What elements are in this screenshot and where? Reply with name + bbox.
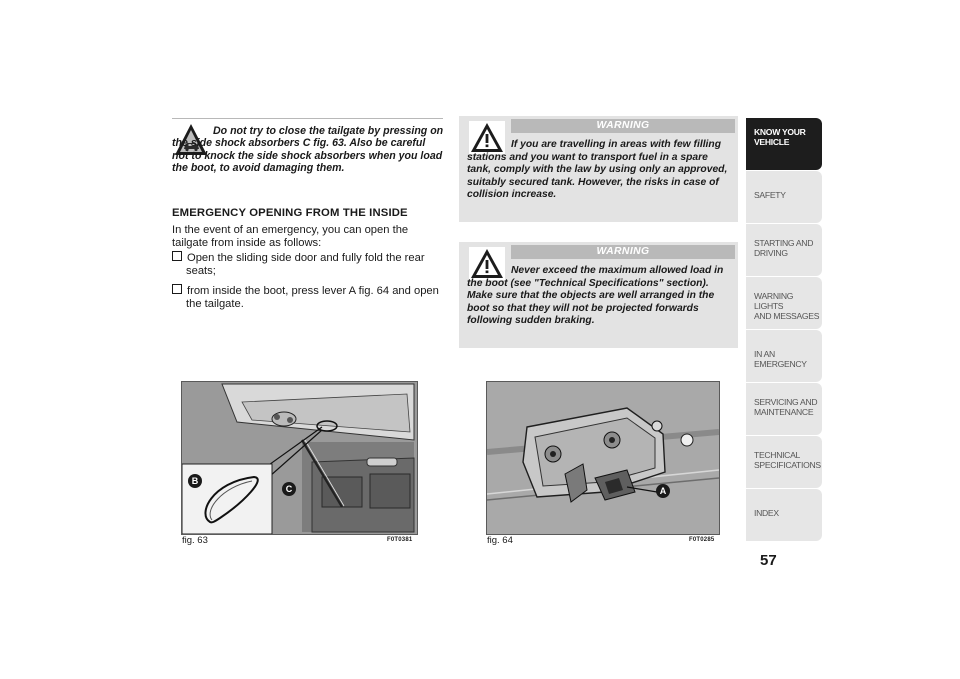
- tab-warning-lights[interactable]: WARNING LIGHTS AND MESSAGES: [746, 277, 822, 329]
- checkbox-bullet-icon: [172, 251, 182, 261]
- tab-index[interactable]: INDEX: [746, 489, 822, 541]
- callout-label-c: C: [282, 482, 296, 496]
- tab-in-an-emergency[interactable]: IN AN EMERGENCY: [746, 330, 822, 382]
- section-heading: EMERGENCY OPENING FROM THE INSIDE: [172, 207, 408, 219]
- tab-starting-and-driving[interactable]: STARTING AND DRIVING: [746, 224, 822, 276]
- bullet-item: [172, 251, 444, 279]
- tab-technical-specifications[interactable]: TECHNICAL SPECIFICATIONS: [746, 436, 822, 488]
- caution-divider: [172, 118, 443, 119]
- bullet-text: from inside the boot, press lever A fig. 64 and open the tailgate.: [186, 285, 439, 311]
- bullet-item: [172, 284, 444, 312]
- tab-servicing-and-maintenance[interactable]: SERVICING AND MAINTENANCE: [746, 383, 822, 435]
- checkbox-bullet-icon: [172, 284, 182, 294]
- caution-text: Do not try to close the tailgate by pressing on the side shock absorbers C fig. 63. Also be careful not to knock the side shock absorbers when you load the boot, to avoid damaging them.: [172, 125, 444, 175]
- figure-code: F0T0285: [689, 537, 715, 543]
- bullet-text: Open the sliding side door and fully fold the rear seats;: [186, 252, 425, 278]
- figure-63-image: [181, 381, 418, 535]
- warning-text: Never exceed the maximum allowed load in the boot (see "Technical Specifications" section). Make sure that the objects are well arranged in the boot so that they will not be projected forwards following sudden braking.: [467, 265, 724, 327]
- callout-label-a: A: [656, 484, 670, 498]
- warning-title: WARNING: [511, 245, 735, 259]
- warning-text: If you are travelling in areas with few filling stations and you want to transport fuel in a spare tank, comply with the law by using only an approved, suitably secured tank. However, the risks in case of collision increase.: [467, 139, 728, 201]
- page-number: 57: [760, 552, 777, 569]
- figure-64-image: [486, 381, 720, 535]
- tab-safety[interactable]: SAFETY: [746, 171, 822, 223]
- callout-label-b: B: [188, 474, 202, 488]
- figure-caption: fig. 64: [487, 535, 513, 546]
- figure-code: F0T0381: [387, 537, 413, 543]
- warning-title: WARNING: [511, 119, 735, 133]
- figure-caption: fig. 63: [182, 535, 208, 546]
- tab-know-your-vehicle[interactable]: KNOW YOUR VEHICLE: [746, 118, 822, 170]
- section-intro: In the event of an emergency, you can open the tailgate from inside as follows:: [172, 224, 409, 250]
